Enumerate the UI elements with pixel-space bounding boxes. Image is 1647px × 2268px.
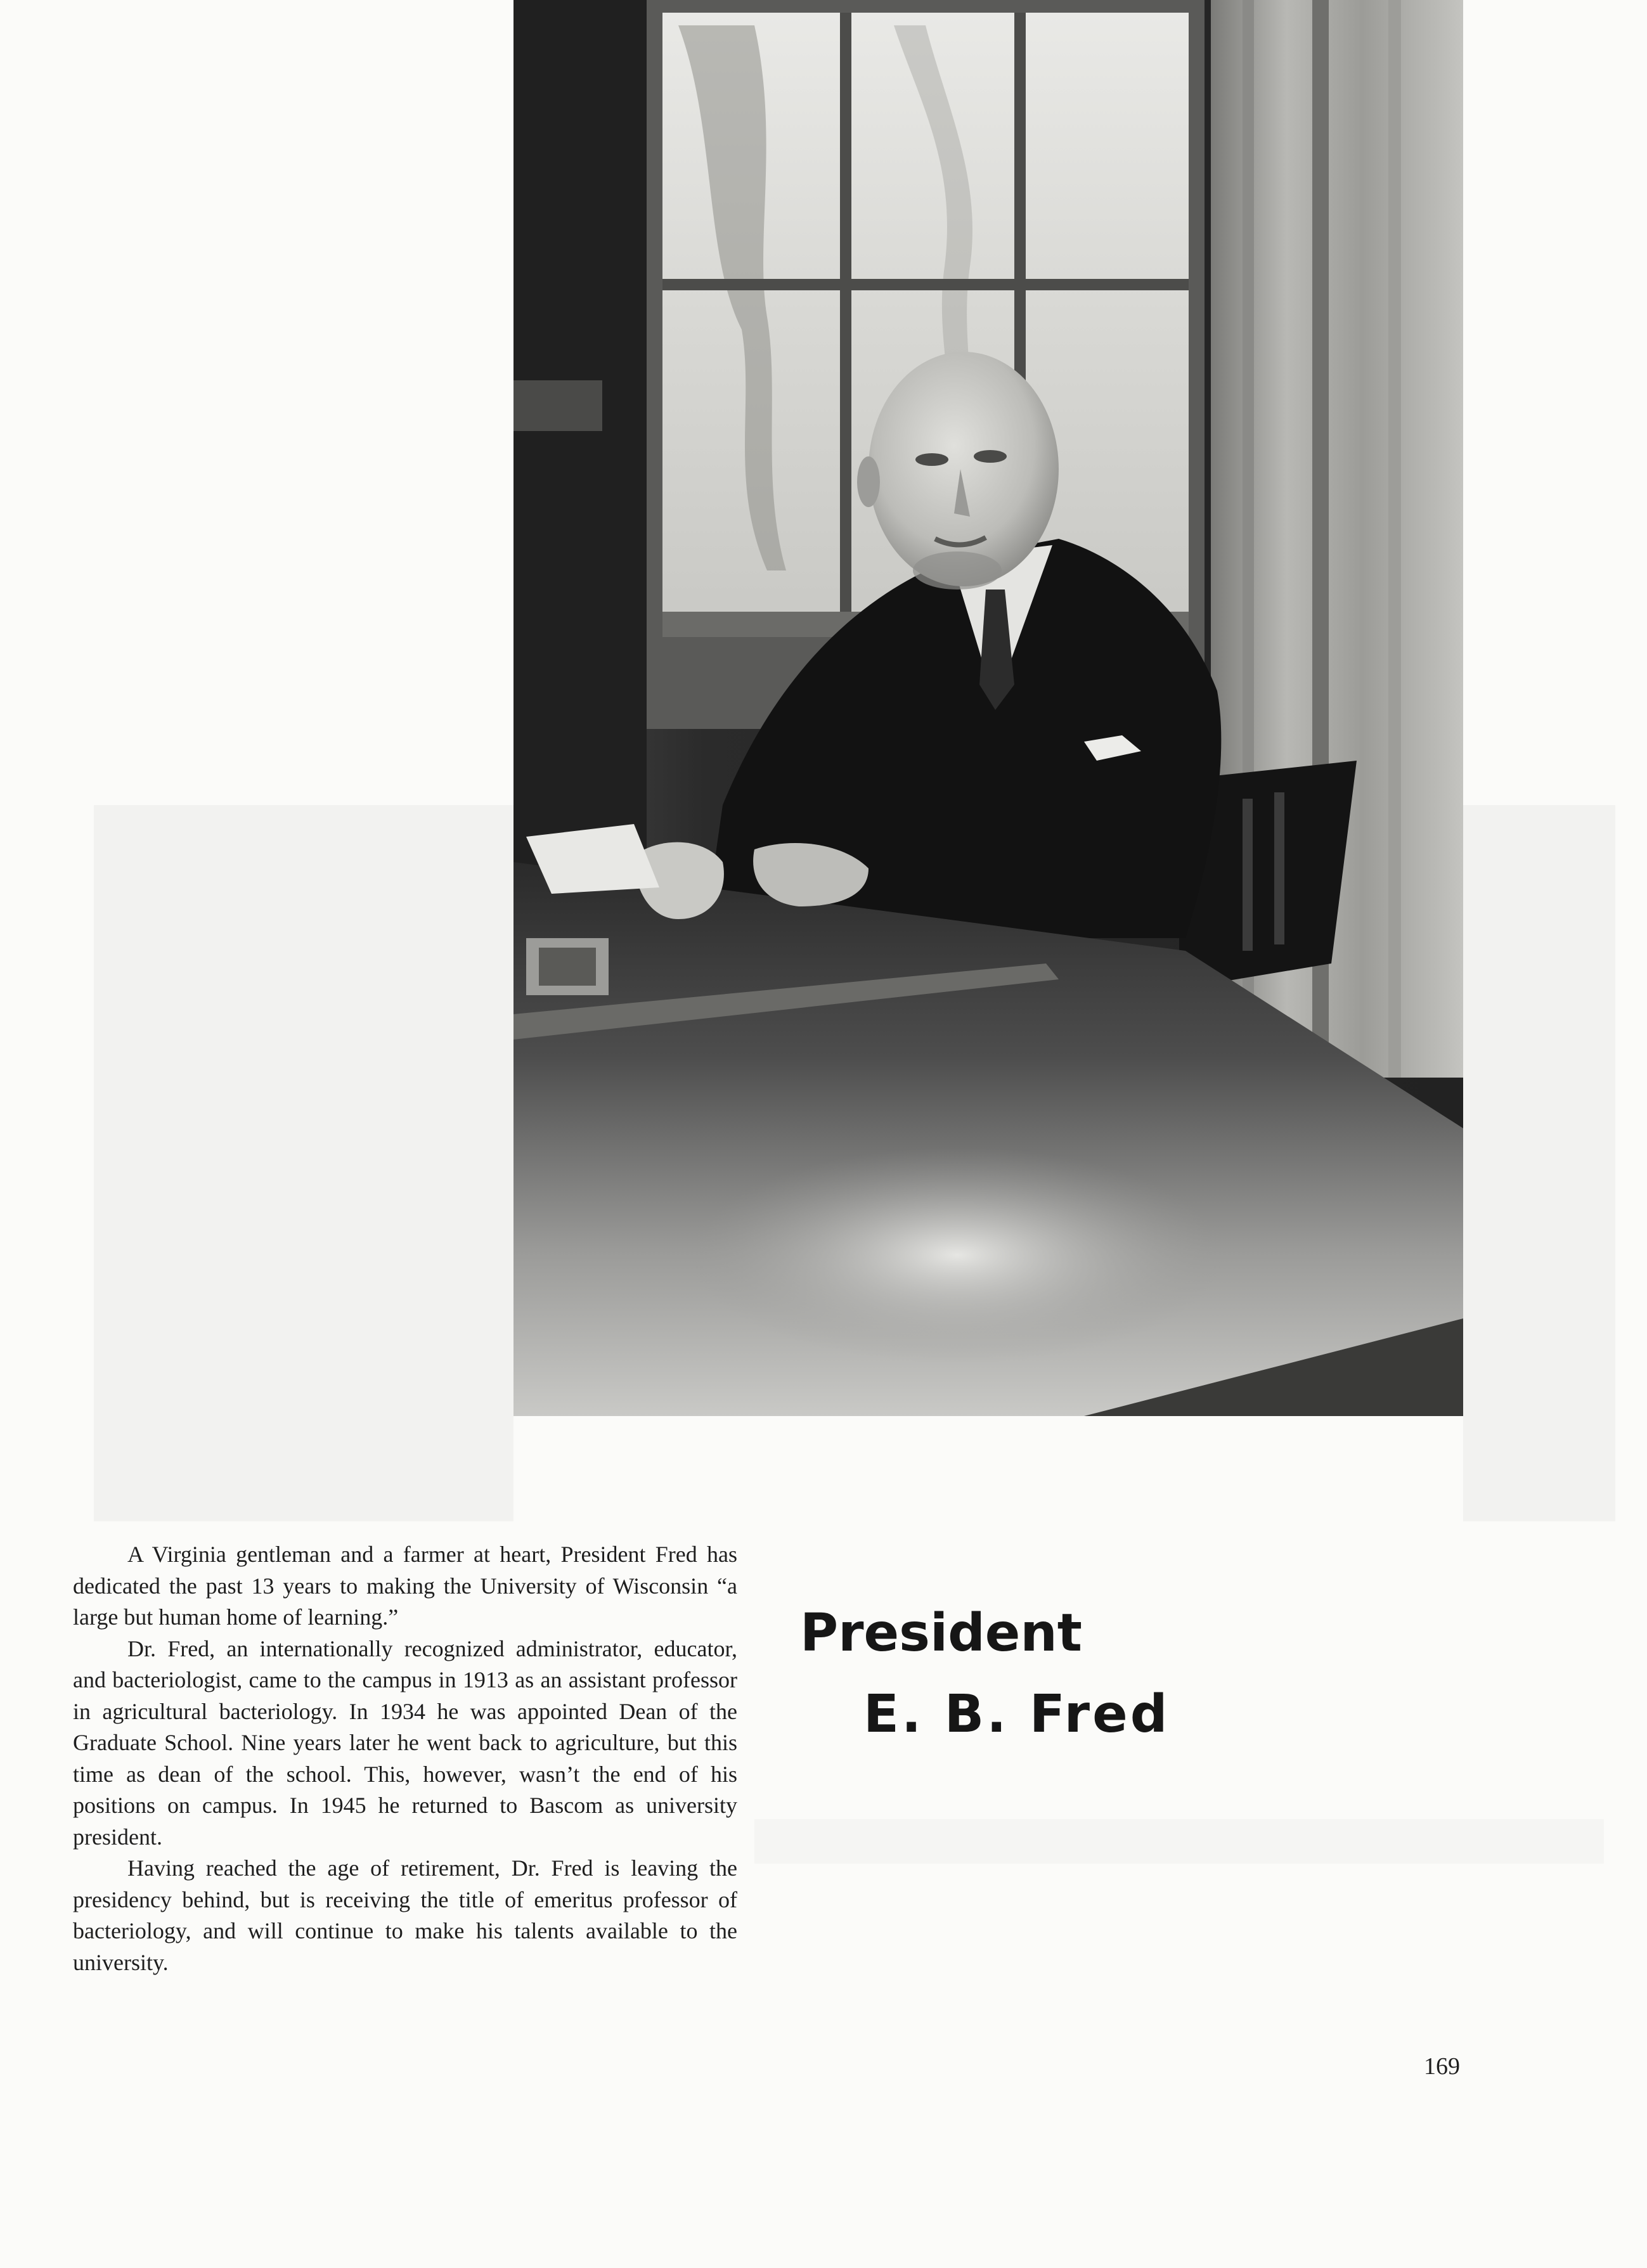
reverse-page-bleed-strip [754,1819,1604,1864]
reverse-page-bleed-right [1463,805,1615,1521]
article-paragraph: A Virginia gentleman and a farmer at heart, President Fred has dedicated the past 13 years to making the University of Wisconsin “a large but human home of learning.” [73,1542,737,1630]
article-paragraph: Dr. Fred, an internationally recognized administrator, educator, and bacteriologist, came to the campus in 1913 as an assistant professor in agricultural bacteriology. In 1934 he was appointed Dean of the Graduate School. Nine years later he went back to agriculture, but this time as dean of the school. This, however, wasn’t the end of his positions on campus. In 1945 he returned to Bascom as university president. [73,1635,737,1850]
president-portrait-photo [513,0,1463,1416]
page-number: 169 [1424,2053,1460,2080]
article-paragraph: Having reached the age of retirement, Dr. Fred is leaving the presidency behind, but is receiving the title of emeritus professor of bacteriology, and will continue to make his talents available to the university. [73,1855,737,1975]
page-title [800,1603,1170,1744]
title-line-president: President [800,1603,1082,1663]
portrait-image [513,0,1463,1416]
reverse-page-bleed-left [94,805,513,1521]
title-line-name: E. B. Fred [863,1684,1170,1744]
article-body [73,1539,737,1978]
